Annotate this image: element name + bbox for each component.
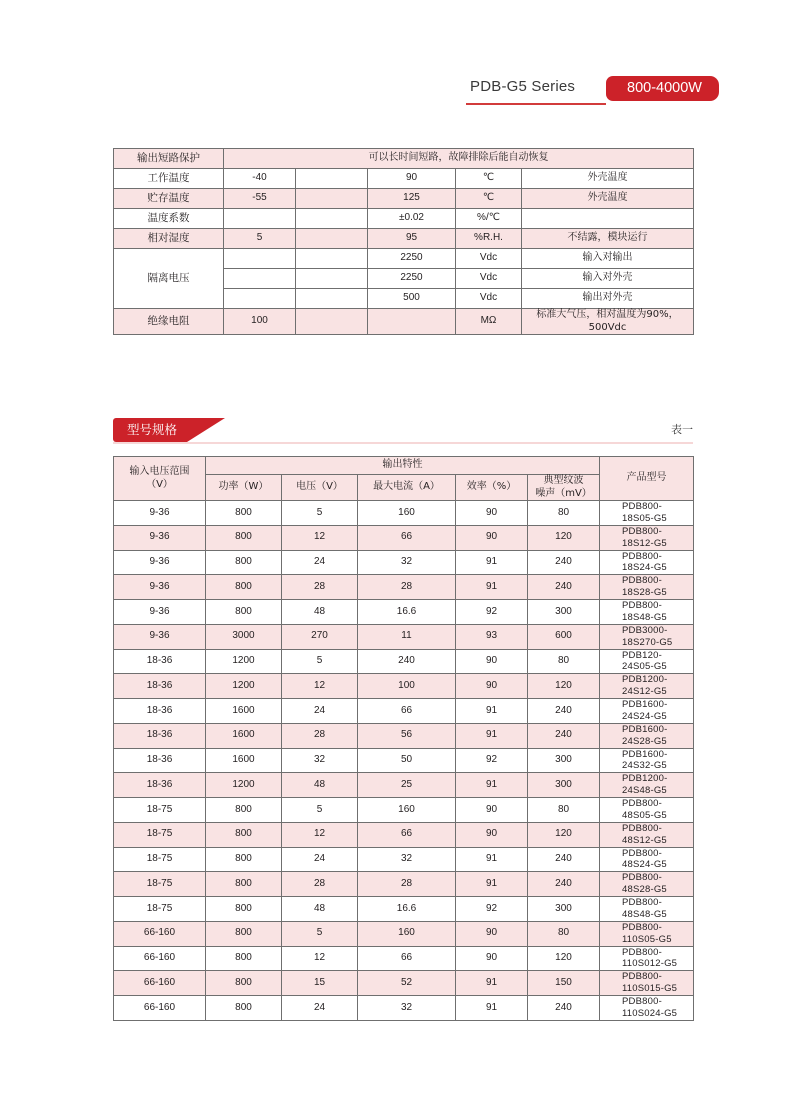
spec-max: 2250 (368, 269, 456, 289)
header-model: 产品型号 (600, 457, 694, 501)
cell-power: 800 (206, 971, 282, 996)
cell-max-current: 16.6 (358, 897, 456, 922)
cell-input-voltage: 18-75 (114, 847, 206, 872)
cell-ripple-noise: 80 (528, 921, 600, 946)
cell-efficiency: 93 (456, 624, 528, 649)
cell-power: 800 (206, 872, 282, 897)
cell-ripple-noise: 120 (528, 674, 600, 699)
header-efficiency: 效率（%） (456, 475, 528, 501)
cell-model-number: PDB3000-18S270-G5 (600, 624, 694, 649)
spec-unit: MΩ (456, 309, 522, 335)
cell-ripple-noise: 120 (528, 946, 600, 971)
header-max-current: 最大电流（A） (358, 475, 456, 501)
cell-ripple-noise: 240 (528, 996, 600, 1021)
cell-model-number: PDB800-18S24-G5 (600, 550, 694, 575)
cell-power: 800 (206, 847, 282, 872)
spec-max: 90 (368, 169, 456, 189)
spec-typ (296, 269, 368, 289)
cell-ripple-noise: 300 (528, 600, 600, 625)
cell-power: 3000 (206, 624, 282, 649)
table-row (114, 847, 694, 872)
cell-ripple-noise: 80 (528, 501, 600, 526)
cell-output-voltage: 12 (282, 674, 358, 699)
table-row (114, 229, 694, 249)
spec-min (224, 249, 296, 269)
cell-max-current: 160 (358, 501, 456, 526)
series-title: PDB-G5 Series (470, 78, 576, 95)
header-input-voltage (114, 457, 206, 501)
cell-model-number: PDB1600-24S24-G5 (600, 699, 694, 724)
cell-model-number: PDB800-48S24-G5 (600, 847, 694, 872)
spec-unit: %/℃ (456, 209, 522, 229)
cell-power: 800 (206, 822, 282, 847)
cell-efficiency: 91 (456, 773, 528, 798)
cell-efficiency: 91 (456, 971, 528, 996)
cell-max-current: 66 (358, 525, 456, 550)
cell-max-current: 28 (358, 872, 456, 897)
spec-note: 外壳温度 (522, 169, 694, 189)
cell-power: 1200 (206, 674, 282, 699)
spec-min: 5 (224, 229, 296, 249)
cell-model-number: PDB800-48S12-G5 (600, 822, 694, 847)
cell-output-voltage: 24 (282, 550, 358, 575)
cell-ripple-noise: 80 (528, 798, 600, 823)
table-row (114, 971, 694, 996)
banner-rule (113, 442, 693, 445)
spec-max: 125 (368, 189, 456, 209)
header-ripple-line2: 噪声（mV） (535, 487, 592, 499)
cell-ripple-noise: 120 (528, 525, 600, 550)
cell-efficiency: 92 (456, 897, 528, 922)
cell-efficiency: 92 (456, 600, 528, 625)
cell-efficiency: 90 (456, 946, 528, 971)
table-row (114, 649, 694, 674)
cell-input-voltage: 18-36 (114, 649, 206, 674)
cell-input-voltage: 18-36 (114, 723, 206, 748)
cell-model-number: PDB800-110S012-G5 (600, 946, 694, 971)
cell-input-voltage: 18-36 (114, 748, 206, 773)
model-table-body (114, 501, 694, 1021)
table-row (114, 249, 694, 269)
table-row (114, 996, 694, 1021)
cell-efficiency: 91 (456, 996, 528, 1021)
cell-ripple-noise: 240 (528, 699, 600, 724)
table-row (114, 748, 694, 773)
table-row (114, 674, 694, 699)
cell-input-voltage: 66-160 (114, 996, 206, 1021)
model-spec-section-banner (113, 418, 693, 444)
table-row (114, 872, 694, 897)
model-specification-table (113, 456, 694, 1021)
cell-model-number: PDB1200-24S48-G5 (600, 773, 694, 798)
spec-typ (296, 249, 368, 269)
cell-efficiency: 90 (456, 822, 528, 847)
spec-min (224, 209, 296, 229)
cell-output-voltage: 5 (282, 798, 358, 823)
cell-power: 800 (206, 575, 282, 600)
spec-typ (296, 309, 368, 335)
table-row (114, 946, 694, 971)
spec-min: -40 (224, 169, 296, 189)
cell-model-number: PDB800-48S48-G5 (600, 897, 694, 922)
header-voltage: 电压（V） (282, 475, 358, 501)
cell-max-current: 56 (358, 723, 456, 748)
cell-output-voltage: 12 (282, 946, 358, 971)
header-output-group: 输出特性 (206, 457, 600, 475)
spec-min: 100 (224, 309, 296, 335)
cell-efficiency: 90 (456, 921, 528, 946)
cell-model-number: PDB800-18S48-G5 (600, 600, 694, 625)
cell-ripple-noise: 240 (528, 723, 600, 748)
cell-efficiency: 90 (456, 525, 528, 550)
spec-label: 工作温度 (114, 169, 224, 189)
cell-max-current: 52 (358, 971, 456, 996)
cell-output-voltage: 15 (282, 971, 358, 996)
table-row (114, 189, 694, 209)
cell-input-voltage: 18-75 (114, 872, 206, 897)
cell-power: 1600 (206, 699, 282, 724)
cell-ripple-noise: 300 (528, 773, 600, 798)
cell-model-number: PDB800-110S015-G5 (600, 971, 694, 996)
cell-efficiency: 91 (456, 872, 528, 897)
cell-max-current: 160 (358, 798, 456, 823)
cell-power: 800 (206, 921, 282, 946)
table-row (114, 921, 694, 946)
cell-output-voltage: 12 (282, 822, 358, 847)
cell-power: 1200 (206, 649, 282, 674)
cell-max-current: 50 (358, 748, 456, 773)
banner-tail-shape (187, 418, 225, 442)
cell-power: 800 (206, 600, 282, 625)
spec-unit: %R.H. (456, 229, 522, 249)
cell-model-number: PDB120-24S05-G5 (600, 649, 694, 674)
table-row (114, 309, 694, 335)
cell-model-number: PDB800-18S28-G5 (600, 575, 694, 600)
spec-label: 贮存温度 (114, 189, 224, 209)
cell-ripple-noise: 240 (528, 575, 600, 600)
spec-unit: Vdc (456, 269, 522, 289)
cell-max-current: 16.6 (358, 600, 456, 625)
cell-input-voltage: 66-160 (114, 921, 206, 946)
spec-max: 500 (368, 289, 456, 309)
header-ripple-noise (528, 475, 600, 501)
cell-output-voltage: 28 (282, 723, 358, 748)
cell-output-voltage: 270 (282, 624, 358, 649)
spec-label: 隔离电压 (114, 249, 224, 309)
table-row (114, 209, 694, 229)
cell-output-voltage: 28 (282, 872, 358, 897)
cell-efficiency: 92 (456, 748, 528, 773)
table-row (114, 169, 694, 189)
cell-output-voltage: 24 (282, 996, 358, 1021)
cell-input-voltage: 18-36 (114, 699, 206, 724)
cell-ripple-noise: 80 (528, 649, 600, 674)
table-row (114, 624, 694, 649)
spec-label: 相对湿度 (114, 229, 224, 249)
cell-max-current: 25 (358, 773, 456, 798)
cell-efficiency: 91 (456, 575, 528, 600)
spec-unit: Vdc (456, 289, 522, 309)
cell-input-voltage: 18-75 (114, 798, 206, 823)
spec-merged-value: 可以长时间短路，故障排除后能自动恢复 (224, 149, 694, 169)
cell-power: 800 (206, 501, 282, 526)
header-ripple-line1: 典型纹波 (543, 475, 584, 486)
cell-ripple-noise: 300 (528, 897, 600, 922)
cell-model-number: PDB1600-24S28-G5 (600, 723, 694, 748)
power-range-label: 800-4000W (627, 80, 702, 96)
spec-min (224, 289, 296, 309)
cell-ripple-noise: 240 (528, 847, 600, 872)
environmental-spec-table (113, 148, 694, 335)
cell-max-current: 66 (358, 699, 456, 724)
spec-min: -55 (224, 189, 296, 209)
cell-input-voltage: 18-75 (114, 897, 206, 922)
spec-label: 绝缘电阻 (114, 309, 224, 335)
header-power: 功率（W） (206, 475, 282, 501)
cell-ripple-noise: 150 (528, 971, 600, 996)
cell-power: 1600 (206, 723, 282, 748)
environmental-spec-body (114, 149, 694, 335)
cell-power: 800 (206, 798, 282, 823)
cell-max-current: 100 (358, 674, 456, 699)
cell-input-voltage: 18-36 (114, 674, 206, 699)
cell-output-voltage: 5 (282, 921, 358, 946)
cell-output-voltage: 28 (282, 575, 358, 600)
cell-model-number: PDB1600-24S32-G5 (600, 748, 694, 773)
cell-efficiency: 91 (456, 699, 528, 724)
spec-note: 不结露，模块运行 (522, 229, 694, 249)
cell-max-current: 66 (358, 946, 456, 971)
page-header (0, 78, 806, 114)
cell-output-voltage: 48 (282, 600, 358, 625)
cell-max-current: 160 (358, 921, 456, 946)
table-row (114, 798, 694, 823)
spec-typ (296, 169, 368, 189)
cell-model-number: PDB800-18S12-G5 (600, 525, 694, 550)
cell-input-voltage: 18-75 (114, 822, 206, 847)
cell-model-number: PDB800-110S024-G5 (600, 996, 694, 1021)
cell-input-voltage: 9-36 (114, 501, 206, 526)
cell-max-current: 66 (358, 822, 456, 847)
cell-max-current: 28 (358, 575, 456, 600)
table-row (114, 822, 694, 847)
spec-label: 温度系数 (114, 209, 224, 229)
table-row (114, 501, 694, 526)
banner-label (113, 418, 187, 442)
cell-max-current: 32 (358, 847, 456, 872)
cell-output-voltage: 32 (282, 748, 358, 773)
cell-power: 800 (206, 897, 282, 922)
header-input-voltage-line1: 输入电压范围 (129, 466, 190, 477)
spec-max (368, 309, 456, 335)
cell-output-voltage: 24 (282, 699, 358, 724)
spec-note (522, 209, 694, 229)
spec-unit: ℃ (456, 189, 522, 209)
cell-model-number: PDB800-48S05-G5 (600, 798, 694, 823)
banner-label-text: 型号规格 (127, 422, 178, 437)
cell-ripple-noise: 240 (528, 550, 600, 575)
cell-input-voltage: 9-36 (114, 575, 206, 600)
cell-power: 800 (206, 525, 282, 550)
spec-max: ±0.02 (368, 209, 456, 229)
cell-output-voltage: 48 (282, 897, 358, 922)
cell-power: 800 (206, 946, 282, 971)
cell-output-voltage: 24 (282, 847, 358, 872)
cell-efficiency: 90 (456, 798, 528, 823)
cell-power: 800 (206, 550, 282, 575)
cell-input-voltage: 66-160 (114, 946, 206, 971)
spec-note: 输入对外壳 (522, 269, 694, 289)
cell-efficiency: 90 (456, 501, 528, 526)
spec-note: 输入对输出 (522, 249, 694, 269)
table-row (114, 600, 694, 625)
spec-typ (296, 209, 368, 229)
cell-input-voltage: 66-160 (114, 971, 206, 996)
cell-max-current: 11 (358, 624, 456, 649)
cell-output-voltage: 5 (282, 501, 358, 526)
cell-efficiency: 91 (456, 550, 528, 575)
cell-model-number: PDB1200-24S12-G5 (600, 674, 694, 699)
table-row (114, 723, 694, 748)
spec-unit: Vdc (456, 249, 522, 269)
cell-efficiency: 91 (456, 723, 528, 748)
series-title-underline (466, 103, 606, 105)
cell-model-number: PDB800-110S05-G5 (600, 921, 694, 946)
cell-output-voltage: 48 (282, 773, 358, 798)
cell-efficiency: 90 (456, 649, 528, 674)
cell-model-number: PDB800-48S28-G5 (600, 872, 694, 897)
table-row (114, 699, 694, 724)
cell-ripple-noise: 240 (528, 872, 600, 897)
cell-ripple-noise: 300 (528, 748, 600, 773)
cell-power: 1600 (206, 748, 282, 773)
header-input-voltage-line2: （V） (146, 478, 173, 490)
spec-min (224, 269, 296, 289)
cell-input-voltage: 18-36 (114, 773, 206, 798)
cell-max-current: 240 (358, 649, 456, 674)
cell-input-voltage: 9-36 (114, 624, 206, 649)
spec-note: 输出对外壳 (522, 289, 694, 309)
cell-max-current: 32 (358, 550, 456, 575)
spec-unit: ℃ (456, 169, 522, 189)
cell-efficiency: 91 (456, 847, 528, 872)
spec-note: 标准大气压，相对温度为90%，500Vdc (522, 309, 694, 335)
cell-input-voltage: 9-36 (114, 525, 206, 550)
cell-ripple-noise: 120 (528, 822, 600, 847)
cell-efficiency: 90 (456, 674, 528, 699)
table-number-note: 表一 (671, 423, 693, 436)
spec-typ (296, 229, 368, 249)
cell-input-voltage: 9-36 (114, 550, 206, 575)
table-row (114, 149, 694, 169)
power-range-badge (612, 76, 719, 101)
spec-typ (296, 289, 368, 309)
cell-power: 1200 (206, 773, 282, 798)
table-row (114, 773, 694, 798)
spec-typ (296, 189, 368, 209)
table-row (114, 550, 694, 575)
table-row (114, 525, 694, 550)
model-table-header-row-1 (114, 457, 694, 475)
cell-input-voltage: 9-36 (114, 600, 206, 625)
model-table-head (114, 457, 694, 501)
table-row (114, 897, 694, 922)
spec-max: 2250 (368, 249, 456, 269)
cell-model-number: PDB800-18S05-G5 (600, 501, 694, 526)
cell-power: 800 (206, 996, 282, 1021)
table-row (114, 575, 694, 600)
cell-ripple-noise: 600 (528, 624, 600, 649)
spec-note: 外壳温度 (522, 189, 694, 209)
spec-label: 输出短路保护 (114, 149, 224, 169)
cell-output-voltage: 5 (282, 649, 358, 674)
cell-max-current: 32 (358, 996, 456, 1021)
spec-max: 95 (368, 229, 456, 249)
cell-output-voltage: 12 (282, 525, 358, 550)
